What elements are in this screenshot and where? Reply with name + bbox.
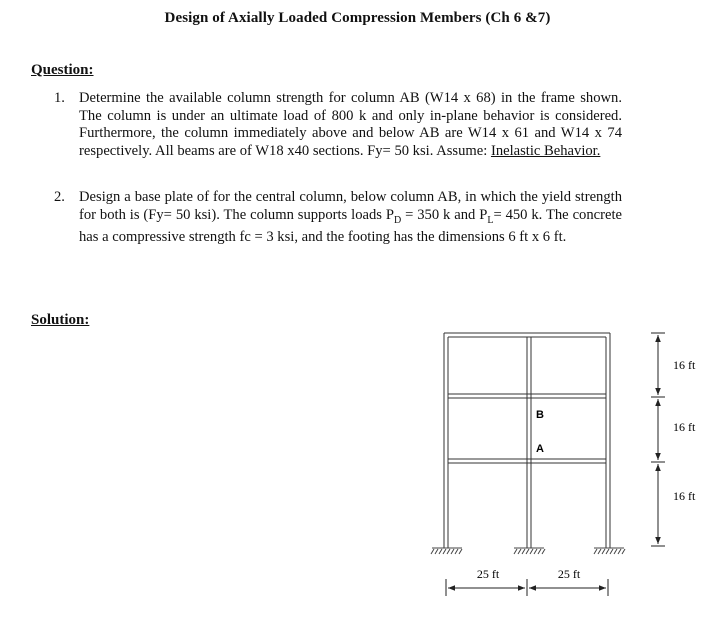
question-number: 2.	[54, 189, 65, 205]
question-heading: Question:	[31, 62, 94, 78]
fixed-support-left	[431, 548, 462, 554]
node-label-b: B	[536, 409, 544, 421]
vertical-dimensions	[651, 333, 665, 546]
question-text-part: Design a base plate of for the central column, below column AB, in which the yield strength for both is (Fy= 50 ksi). The column supports loads P	[79, 189, 622, 223]
node-label-a: A	[536, 443, 544, 455]
horizontal-dimensions	[446, 579, 608, 596]
question-text: Determine the available column strength for column AB (W14 x 68) in the frame shown. The column is under an ultimate load of 800 k and only in-plane behavior is considered. Furthermore, the column immediately above and below AB are W14 x 61 and W14 x 74 respectively. All beams are of W18 x40 sections. Fy= 50 ksi. Assume:	[79, 90, 622, 159]
document-title: Design of Axially Loaded Compression Members (Ch 6 &7)	[164, 10, 551, 26]
question-number: 1.	[54, 90, 65, 106]
story-height-label-top: 16 ft	[673, 358, 696, 372]
bay-width-label-left: 25 ft	[476, 567, 500, 581]
story-height-label-bottom: 16 ft	[673, 489, 696, 503]
subscript-d: D	[393, 214, 402, 226]
story-height-label-middle: 16 ft	[673, 420, 696, 434]
question-text-part: = 350 k and P	[401, 206, 488, 223]
question-text-part: = 450 k. The concrete has a compressive strength fc = 3 ksi, and the footing has the dimensions 6 ft x 6 ft.	[79, 206, 622, 245]
bay-width-label-right: 25 ft	[557, 567, 581, 581]
fixed-support-middle	[514, 548, 545, 554]
subscript-l: L	[487, 214, 494, 226]
solution-heading: Solution:	[31, 312, 90, 328]
fixed-support-right	[594, 548, 625, 554]
columns	[444, 333, 610, 548]
inelastic-behavior-text: Inelastic Behavior.	[490, 142, 601, 159]
